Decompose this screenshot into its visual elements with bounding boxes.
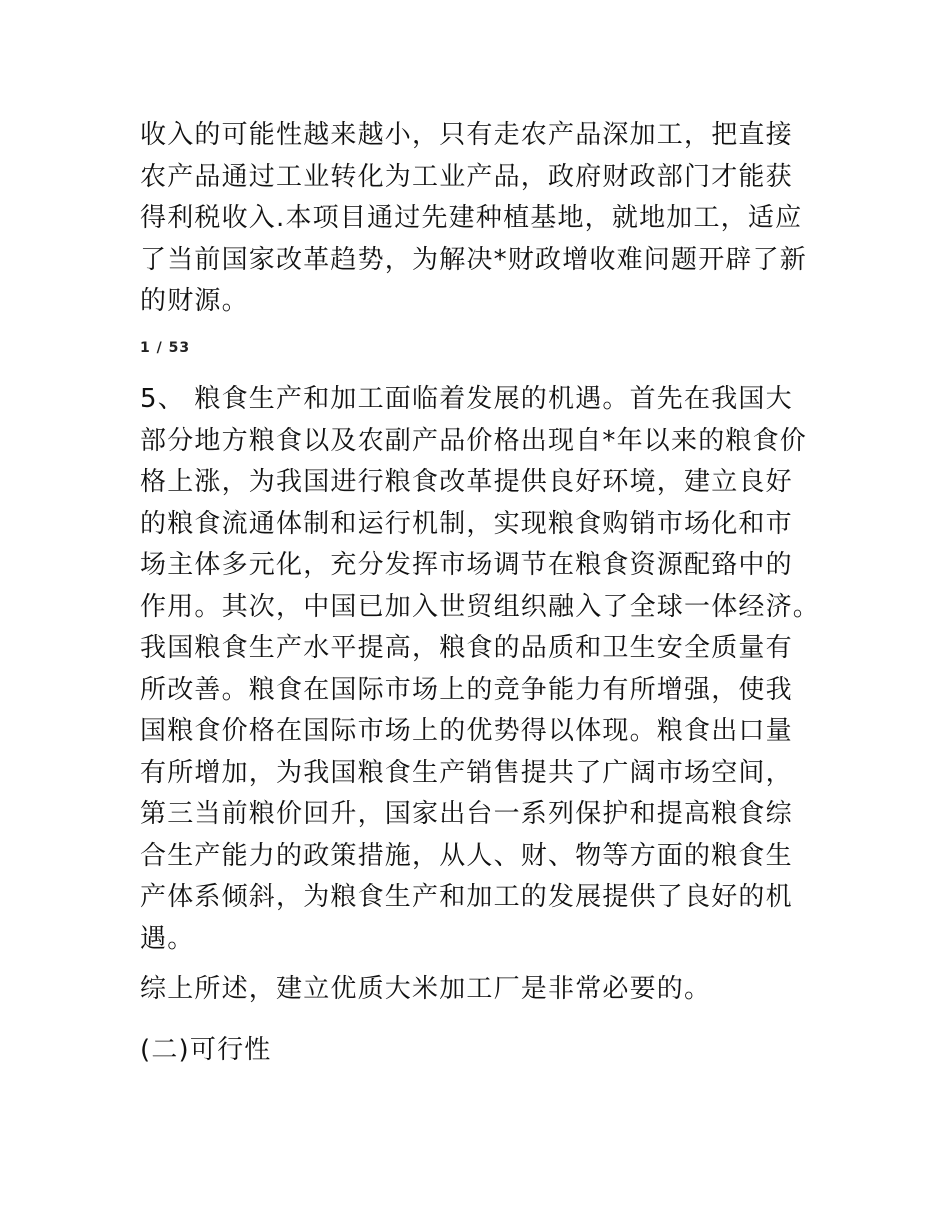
page-number: 1 / 53 (140, 340, 191, 356)
text-line: 作用。其次，中国已加入世贸组织融入了全球一体经济。 (140, 591, 821, 622)
text-line: 部分地方粮食以及农副产品价格出现自*年以来的粮食价 (140, 425, 808, 456)
paragraph-opportunity (140, 379, 820, 960)
paragraph-summary (140, 969, 820, 1011)
paragraph-revenue (140, 115, 820, 323)
text-line: 收入的可能性越来越小，只有走农产品深加工，把直接 (140, 120, 793, 150)
text-line: 格上涨，为我国进行粮食改革提供良好环境，建立良好 (140, 467, 793, 497)
text-line: 产体系倾斜，为粮食生产和加工的发展提供了良好的机 (140, 882, 793, 912)
text-line: 综上所述，建立优质大米加工厂是非常必要的。 (140, 974, 712, 1004)
heading-text: (二)可行性 (140, 1035, 272, 1065)
text-line: 遇。 (140, 923, 195, 954)
text-line: 有所增加，为我国粮食生产销售提共了广阔市场空间， (140, 757, 793, 788)
text-line: 了当前国家改革趋势，为解决*财政增收难问题开辟了新 (140, 244, 808, 275)
text-line: 得利税收入.本项目通过先建种植基地，就地加工，适应 (140, 203, 803, 233)
section-heading (140, 1030, 820, 1072)
text-line: 5、 粮食生产和加工面临着发展的机遇。首先在我国大 (140, 384, 793, 414)
text-line: 国粮食价格在国际市场上的优势得以体现。粮食出口量 (140, 716, 793, 746)
text-line: 农产品通过工业转化为工业产品，政府财政部门才能获 (140, 161, 793, 192)
text-line: 的财源。 (140, 286, 249, 316)
text-line: 第三当前粮价回升，国家出台一系列保护和提高粮食综 (140, 799, 793, 829)
text-line: 合生产能力的政策措施，从人、财、物等方面的粮食生 (140, 840, 793, 871)
text-line: 场主体多元化，充分发挥市场调节在粮食资源配臵中的 (140, 550, 793, 580)
text-line: 的粮食流通体制和运行机制，实现粮食购销市场化和市 (140, 508, 793, 539)
text-line: 所改善。粮食在国际市场上的竞争能力有所增强，使我 (140, 674, 793, 705)
text-line: 我国粮食生产水平提高，粮食的品质和卫生安全质量有 (140, 633, 793, 663)
